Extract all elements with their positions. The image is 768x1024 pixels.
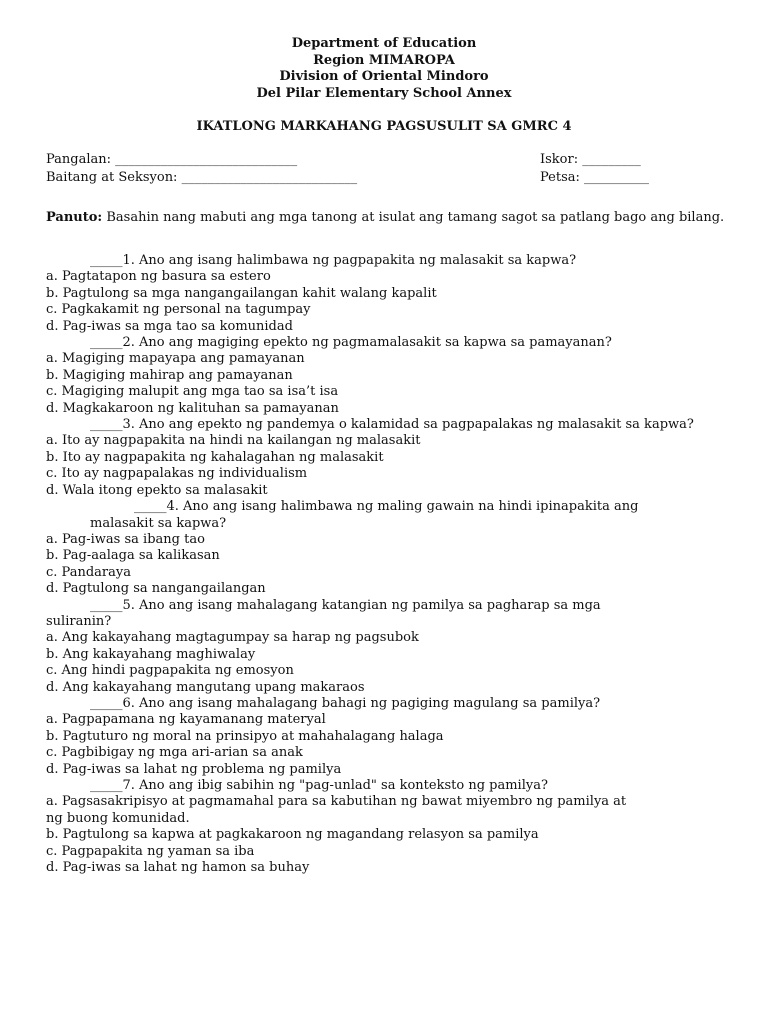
answer-option: c. Pagbibigay ng mga ari-arian sa anak [46, 745, 303, 761]
question-text: _____1. Ano ang isang halimbawa ng pagpapakita ng malasakit sa kapwa? [90, 253, 577, 268]
directions-text: Basahin nang mabuti ang mga tanong at isulat ang tamang sagot sa patlang bago ang bilang. [106, 210, 725, 225]
answer-option: b. Pagtuturo ng moral na prinsipyo at mahahalagang halaga [46, 728, 444, 744]
question-item [46, 253, 730, 335]
question-item [46, 417, 730, 499]
question-list [46, 253, 730, 876]
answer-option: a. Pag-iwas sa ibang tao [46, 531, 205, 547]
question-item [46, 335, 730, 417]
answer-option: d. Pag-iwas sa lahat ng problema ng pamilya [46, 761, 342, 777]
answer-option: a. Magiging mapayapa ang pamayanan [46, 351, 305, 367]
question-text: _____5. Ano ang isang mahalagang katangian ng pamilya sa pagharap sa mga suliranin? [46, 597, 601, 629]
header-division: Division of Oriental Mindoro [279, 69, 489, 84]
info-row-grade [46, 170, 686, 185]
question-text [90, 417, 710, 433]
answer-option: d. Magkakaroon ng kalituhan sa pamayanan [46, 400, 339, 416]
question-item [46, 499, 730, 597]
answer-option: d. Ang kakayahang mangutang upang makaraos [46, 679, 365, 695]
question-item [46, 695, 730, 778]
score-field-label: Iskor: _________ [540, 152, 641, 167]
exam-title: IKATLONG MARKAHANG PAGSUSULIT SA GMRC 4 [196, 119, 572, 134]
answer-option: c. Pagkakamit ng personal na tagumpay [46, 302, 311, 318]
answer-option: c. Ang hindi pagpapakita ng emosyon [46, 663, 294, 679]
date-field-label: Petsa: __________ [540, 170, 650, 185]
answer-option: c. Pandaraya [46, 564, 131, 580]
directions [46, 209, 736, 226]
answer-option: c. Ito ay nagpapalakas ng individualism [46, 466, 308, 482]
answer-option: d. Pagtulong sa nangangailangan [46, 581, 266, 597]
header-school: Del Pilar Elementary School Annex [256, 85, 512, 101]
answer-option: a. Pagpapamana ng kayamanang materyal [46, 712, 326, 728]
school-header [0, 36, 768, 102]
answer-option: b. Pagtulong sa kapwa at pagkakaroon ng magandang relasyon sa pamilya [46, 827, 539, 843]
directions-label: Panuto: [46, 210, 103, 225]
question-text: _____7. Ano ang ibig sabihin ng "pag-unlad" sa konteksto ng pamilya? [90, 778, 548, 793]
question-text-content: _____3. Ano ang epekto ng pandemya o kalamidad sa pagpapalakas ng malasakit sa kapwa? [90, 417, 694, 433]
answer-option: b. Magiging mahirap ang pamayanan [46, 367, 293, 383]
answer-option: a. Pagtatapon ng basura sa estero [46, 269, 271, 285]
answer-option: b. Pagtulong sa mga nangangailangan kahit walang kapalit [46, 285, 437, 301]
question-text: _____4. Ano ang isang halimbawa ng maling gawain na hindi ipinapakita ang malasakit sa kapwa? [90, 499, 639, 531]
info-row-name [46, 152, 686, 167]
question-item [46, 778, 730, 876]
answer-option: b. Pag-aalaga sa kalikasan [46, 548, 220, 564]
header-department: Department of Education [291, 36, 477, 51]
answer-option: b. Ito ay nagpapakita ng kahalagahan ng malasakit [46, 449, 384, 465]
answer-option: b. Ang kakayahang maghiwalay [46, 646, 256, 662]
grade-section-field-label: Baitang at Seksyon: ___________________________ [46, 170, 358, 185]
answer-option: a. Pagsasakripisyo at pagmamahal para sa kabutihan ng bawat miyembro ng pamilya at ng buong komunidad. [46, 794, 627, 826]
answer-option: c. Pagpapakita ng yaman sa iba [46, 843, 255, 859]
question-item [46, 597, 730, 696]
question-text: _____2. Ano ang magiging epekto ng pagmamalasakit sa kapwa sa pamayanan? [90, 335, 612, 351]
answer-option: d. Pag-iwas sa lahat ng hamon sa buhay [46, 860, 310, 876]
answer-option: d. Wala itong epekto sa malasakit [46, 482, 268, 498]
question-text: _____6. Ano ang isang mahalagang bahagi ng pagiging magulang sa pamilya? [90, 695, 601, 711]
answer-option: a. Ang kakayahang magtagumpay sa harap ng pagsubok [46, 630, 419, 646]
name-field-label: Pangalan: ____________________________ [46, 152, 298, 167]
answer-option: c. Magiging malupit ang mga tao sa isa’t isa [46, 384, 339, 400]
answer-option: d. Pag-iwas sa mga tao sa komunidad [46, 318, 293, 334]
header-region: Region MIMAROPA [313, 52, 455, 68]
answer-option: a. Ito ay nagpapakita na hindi na kailangan ng malasakit [46, 433, 421, 449]
